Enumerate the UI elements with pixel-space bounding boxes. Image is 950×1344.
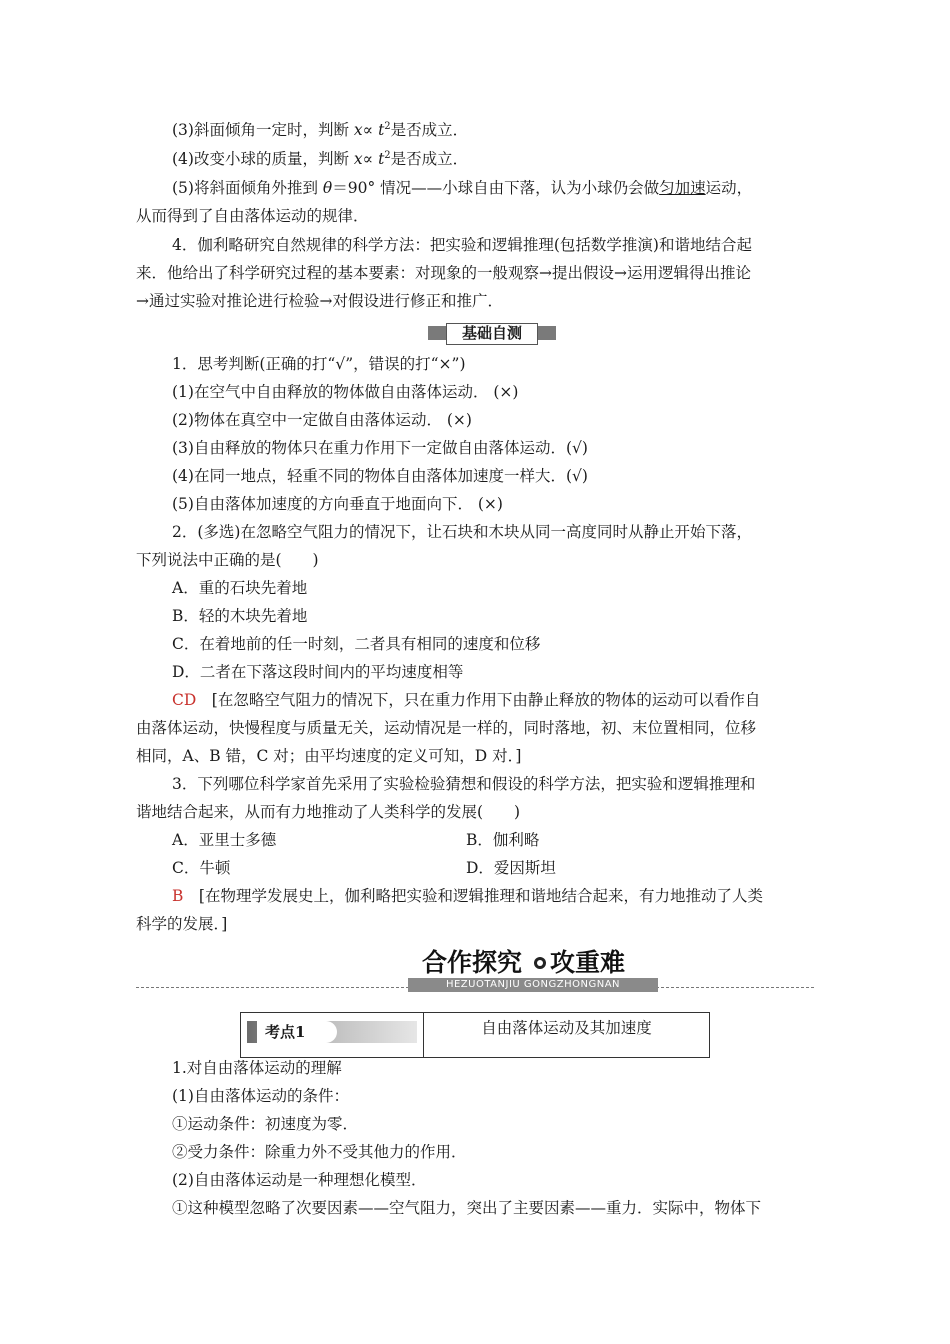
var-t: t — [378, 150, 385, 168]
q3-explanation-text: [在物理学发展史上，伽利略把实验和逻辑推理和谐地结合起来，有力地推动了人类 — [183, 887, 763, 905]
var-x: x — [353, 150, 363, 168]
body-line5: (2)自由落体运动是一种理想化模型． — [172, 1171, 427, 1189]
section-title-right: 攻重难 — [550, 948, 626, 977]
item5-text-mid: ＝90° 情况——小球自由下落，认为小球仍会做 — [332, 179, 660, 197]
section-subtitle: HEZUOTANJIU GONGZHONGNAN — [408, 978, 658, 992]
item5-line2: 从而得到了自由落体运动的规律． — [136, 207, 369, 225]
item4-line — [172, 148, 468, 170]
body-line3: ①运动条件：初速度为零． — [172, 1115, 359, 1133]
banner-label: 基础自测 — [446, 323, 538, 345]
q2-answer: CD — [172, 691, 197, 709]
var-x: x — [353, 121, 363, 139]
circle-arrow-icon — [534, 957, 546, 969]
q2-stem-line1: 2．(多选)在忽略空气阻力的情况下，让石块和木块从同一高度同时从静止开始下落， — [172, 523, 752, 541]
q1-item1: (1)在空气中自由释放的物体做自由落体运动． (×) — [172, 383, 519, 401]
q2-stem-line2: 下列说法中正确的是( ) — [136, 551, 319, 569]
q3-option-c: C．牛顿 — [172, 859, 231, 877]
underlined-term: 匀加速 — [659, 179, 706, 197]
item3-line — [172, 119, 468, 141]
item5-text: (5)将斜面倾角外推到 — [172, 179, 323, 197]
var-t: t — [378, 121, 385, 139]
section-banner-jichu — [428, 323, 556, 343]
q2-explanation-line3: 相同，A、B 错，C 对；由平均速度的定义可知，D 对．] — [136, 747, 522, 765]
body-line4: ②受力条件：除重力外不受其他力的作用． — [172, 1143, 467, 1161]
q2-option-a: A．重的石块先着地 — [172, 579, 308, 597]
q3-option-a: A．亚里士多德 — [172, 831, 277, 849]
q2-explanation-line1 — [172, 689, 760, 711]
q3-explanation-line1 — [172, 885, 763, 907]
item3-text: (3)斜面倾角一定时，判断 — [172, 121, 354, 139]
q3-answer: B — [172, 887, 184, 905]
para4-line3: →通过实验对推论进行检验→对假设进行修正和推广． — [136, 292, 503, 310]
exponent: 2 — [384, 149, 391, 161]
q2-option-d: D．二者在下落这段时间内的平均速度相等 — [172, 663, 464, 681]
q1-item3: (3)自由释放的物体只在重力作用下一定做自由落体运动．(√) — [172, 439, 588, 457]
q3-explanation-line2: 科学的发展．] — [136, 915, 228, 933]
q2-option-b: B．轻的木块先着地 — [172, 607, 308, 625]
q1-item4: (4)在同一地点，轻重不同的物体自由落体加速度一样大．(√) — [172, 467, 588, 485]
body-line2: (1)自由落体运动的条件： — [172, 1087, 349, 1105]
para4-line1: 4．伽利略研究自然规律的科学方法：把实验和逻辑推理(包括数学推演)和谐地结合起 — [172, 236, 752, 254]
kaodian-tag: 考点1 — [257, 1021, 337, 1043]
item3-tail: 是否成立． — [390, 121, 469, 139]
q1-stem: 1．思考判断(正确的打“√”，错误的打“×”) — [172, 355, 466, 373]
item4-text: (4)改变小球的质量，判断 — [172, 150, 354, 168]
q2-explanation-line2: 由落体运动，快慢程度与质量无关，运动情况是一样的，同时落地，初、末位置相同，位移 — [136, 719, 757, 737]
q3-stem-line2: 谐地结合起来，从而有力地推动了人类科学的发展( ) — [136, 803, 521, 821]
q3-option-b: B．伽利略 — [466, 831, 540, 849]
exponent: 2 — [384, 120, 391, 132]
var-theta: θ — [322, 179, 333, 197]
q3-option-d: D．爱因斯坦 — [466, 859, 556, 877]
proportional-sign: ∝ — [362, 121, 379, 139]
section-title-left: 合作探究 — [422, 948, 523, 977]
kaodian-title: 自由落体运动及其加速度 — [481, 1019, 652, 1037]
item5-line1 — [172, 177, 752, 199]
q3-stem-line1: 3．下列哪位科学家首先采用了实验检验猜想和假设的科学方法，把实验和逻辑推理和 — [172, 775, 756, 793]
q2-explanation-text: [在忽略空气阻力的情况下，只在重力作用下由静止释放的物体的运动可以看作自 — [196, 691, 761, 709]
q2-option-c: C．在着地前的任一时刻，二者具有相同的速度和位移 — [172, 635, 541, 653]
body-line1: 1.对自由落体运动的理解 — [172, 1059, 342, 1077]
para4-line2: 来．他给出了科学研究过程的基本要素：对现象的一般观察→提出假设→运用逻辑得出推论 — [136, 264, 751, 282]
q1-item2: (2)物体在真空中一定做自由落体运动． (×) — [172, 411, 472, 429]
kaodian-tag-cell — [241, 1013, 424, 1057]
item4-tail: 是否成立． — [390, 150, 469, 168]
proportional-sign: ∝ — [362, 150, 379, 168]
kaodian-box — [240, 1012, 710, 1058]
body-line6: ①这种模型忽略了次要因素——空气阻力，突出了主要因素——重力．实际中，物体下 — [172, 1199, 762, 1217]
item5-text-post: 运动， — [705, 179, 753, 197]
q1-item5: (5)自由落体加速度的方向垂直于地面向下． (×) — [172, 495, 503, 513]
kaodian-tag-bar — [247, 1021, 417, 1043]
